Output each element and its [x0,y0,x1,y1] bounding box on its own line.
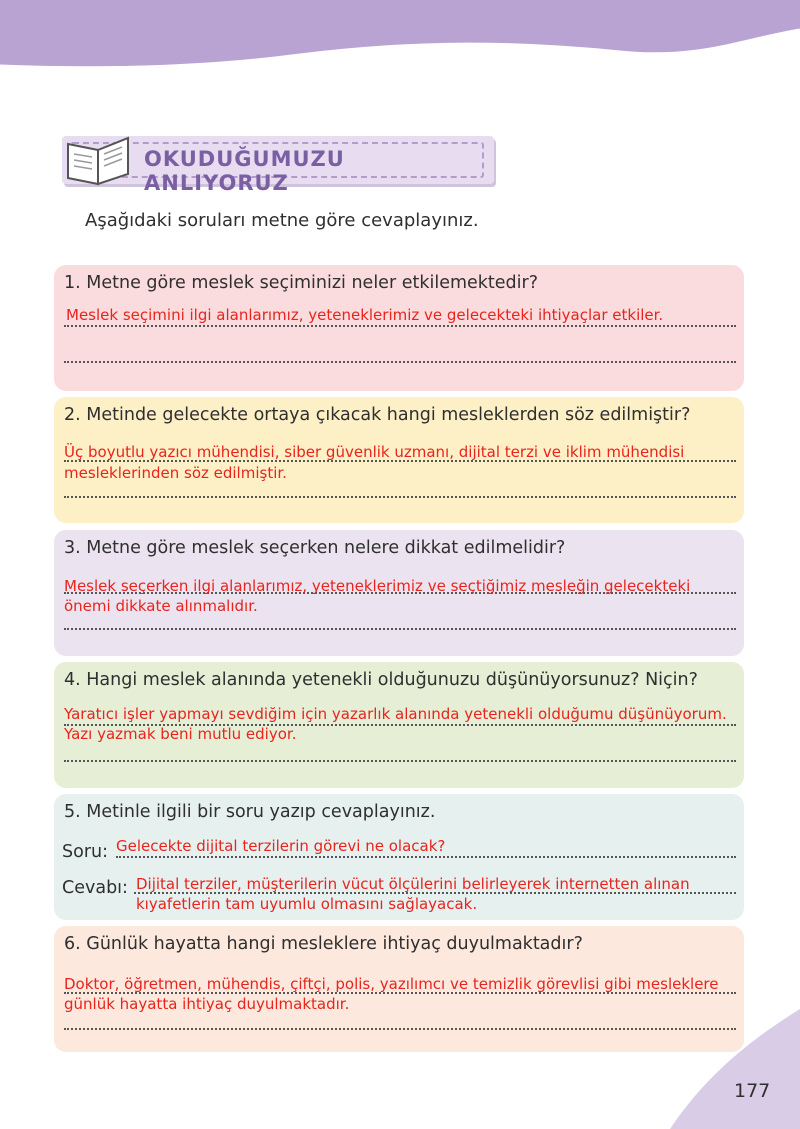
top-wave-decoration [0,0,800,80]
answer-6-line-2: günlük hayatta ihtiyaç duyulmaktadır. [64,995,350,1013]
question-card-1 [54,265,744,391]
answer-line [64,1028,736,1030]
answer-3-line-1: Meslek seçerken ilgi alanlarımız, yeteneklerimiz ve seçtiğimiz mesleğin gelecekteki [64,577,691,595]
page-number: 177 [734,1080,771,1102]
answer-5-line-2: kıyafetlerin tam uyumlu olmasını sağlayacak. [136,895,478,913]
answer-3-line-2: önemi dikkate alınmalıdır. [64,597,258,615]
question-3-text: 3. Metne göre meslek seçerken nelere dikkat edilmelidir? [64,538,566,558]
answer-4-line-1: Yaratıcı işler yapmayı sevdiğim için yazarlık alanında yetenekli olduğumu düşünüyorum. [64,705,727,723]
answer-line [64,628,736,630]
answer-2-line-2: mesleklerinden söz edilmiştir. [64,464,287,482]
answer-line [64,760,736,762]
answer-1-line-1: Meslek seçimini ilgi alanlarımız, yeteneklerimiz ve gelecekteki ihtiyaçlar etkiler. [66,306,664,324]
question-card-6 [54,926,744,1052]
question-1-text: 1. Metne göre meslek seçiminizi neler etkilemektedir? [64,273,538,293]
soru-label: Soru: [62,842,108,862]
question-6-text: 6. Günlük hayatta hangi mesleklere ihtiyaç duyulmaktadır? [64,934,583,954]
section-banner [62,130,494,195]
question-card-2 [54,397,744,523]
question-4-text: 4. Hangi meslek alanında yetenekli olduğunuzu düşünüyorsunuz? Niçin? [64,670,698,690]
answer-line [64,496,736,498]
question-5-text: 5. Metinle ilgili bir soru yazıp cevaplayınız. [64,802,436,822]
answer-2-line-1: Üç boyutlu yazıcı mühendisi, siber güvenlik uzmanı, dijital terzi ve iklim mühendisi [64,443,685,461]
open-book-icon [62,130,138,190]
soru-answer: Gelecekte dijital terzilerin görevi ne olacak? [116,837,446,855]
answer-line [64,361,736,363]
answer-line [116,856,736,858]
question-card-4 [54,662,744,788]
banner-title: OKUDUĞUMUZU ANLIYORUZ [144,147,345,195]
instruction-text: Aşağıdaki soruları metne göre cevaplayınız. [85,210,479,231]
question-card-3 [54,530,744,656]
cevap-label: Cevabı: [62,878,128,898]
answer-line [64,325,736,327]
answer-5-line-1: Dijital terziler, müşterilerin vücut ölçülerini belirleyerek internetten alınan [136,875,690,893]
answer-6-line-1: Doktor, öğretmen, mühendis, çiftçi, polis, yazılımcı ve temizlik görevlisi gibi mesleklere [64,975,719,993]
answer-4-line-2: Yazı yazmak beni mutlu ediyor. [64,725,297,743]
question-2-text: 2. Metinde gelecekte ortaya çıkacak hangi mesleklerden söz edilmiştir? [64,405,691,425]
question-card-5 [54,794,744,920]
